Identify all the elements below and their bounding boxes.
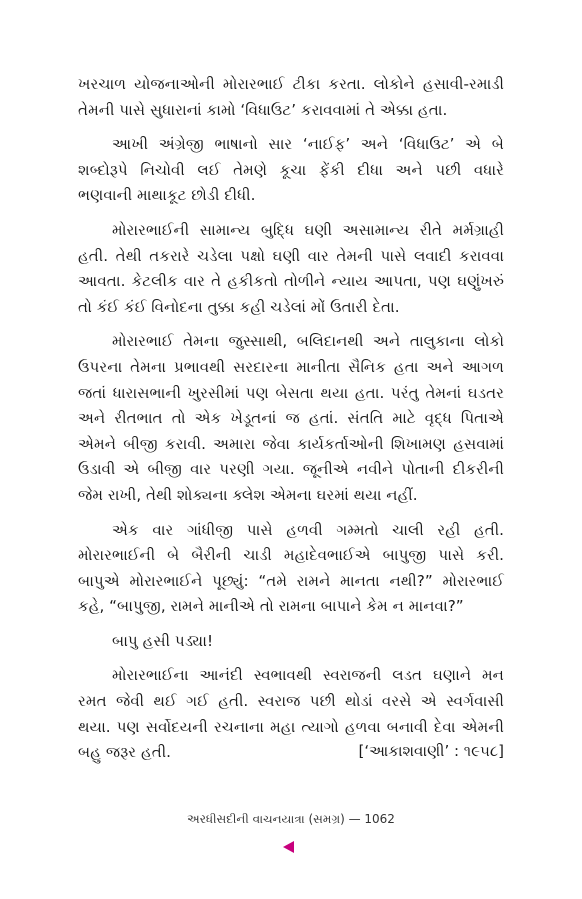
text-line: બાપુ હસી પડ્યા! xyxy=(112,631,214,650)
text-line: એક વાર ગાંધીજી પાસે હળવી ગમ્મતો ચાલી રહી હતી. xyxy=(112,520,504,539)
paragraph xyxy=(78,218,504,320)
text-line: તો કંઈ કંઈ વિનોદના તુક્કા કહી ચડેલાં મોં ઉતારી દેતા. xyxy=(78,297,400,316)
text-line: બાપુએ મોરારભાઈને પૂછ્યું: “તમે રામને માનતા નથી?” મોરારભાઈ xyxy=(78,571,504,590)
text-line: રમત જેવી થઈ ગઈ હતી. સ્વરાજ પછી થોડાં વરસે એ સ્વર્ગવાસી xyxy=(78,692,504,711)
text-line: ભણવાની માથાકૂટ છોડી દીધી. xyxy=(78,186,256,205)
text-line: કહે, “બાપુજી, રામને માનીએ તો રામના બાપાને કેમ ન માનવા?” xyxy=(78,597,464,616)
previous-page-arrow-icon[interactable] xyxy=(283,841,294,853)
source-attribution: [‘આકાશવાણી’ : ૧૯૫૮] xyxy=(358,742,504,760)
page-footer: અરધીસદીની વાચનયાત્રા (સમગ્ર) — 1062 xyxy=(187,812,395,826)
text-line: મોરારભાઈની સામાન્ય બુદ્ધિ ઘણી અસામાન્ય રીતે મર્મગ્રાહી xyxy=(112,220,504,239)
text-line: હતી. તેથી તકરારે ચડેલા પક્ષો ઘણી વાર તેમની પાસે લવાદી કરાવવા xyxy=(78,246,504,265)
paragraph xyxy=(78,72,504,123)
text-line: ઉડાવી એ બીજી વાર પરણી ગયા. જૂનીએ નવીને પોતાની દીકરીની xyxy=(78,460,504,479)
text-line: આખી અંગ્રેજી ભાષાનો સાર ‘નાઈફ’ અને ‘વિધાઉટ’ એ બે xyxy=(112,135,504,154)
text-line: ખરચાળ યોજનાઓની મોરારભાઈ ટીકા કરતા. લોકોને હસાવી-રમાડી xyxy=(78,75,504,93)
paragraph xyxy=(78,329,504,508)
text-line: જેમ રાખી, તેથી શોક્યના ક્લેશ એમના ઘરમાં થયા નહીં. xyxy=(78,485,418,504)
text-line: જતાં ધારાસભાની ખુરસીમાં પણ બેસતા થયા હતા. પરંતુ તેમનાં ઘડતર xyxy=(78,383,504,402)
text-line: બહુ જરૂર હતી. xyxy=(78,743,171,762)
text-line: શબ્દોરૂપે નિચોવી લઈ તેમણે કૂચા ફેંકી દીધા અને પછી વધારે xyxy=(78,160,504,179)
paragraph xyxy=(78,518,504,620)
text-line: મોરારભાઈની બે બૈરીની ચાડી મહાદેવભાઈએ બાપુજી પાસે કરી. xyxy=(78,546,504,565)
text-line: મોરારભાઈ તેમના જુસ્સાથી, બલિદાનથી અને તાલુકાના લોકો xyxy=(112,332,504,351)
text-line: અને રીતભાત તો એક ખેડૂતનાં જ હતાં. સંતતિ માટે વૃદ્ધ પિતાએ xyxy=(78,409,504,428)
paragraph xyxy=(78,132,504,209)
article-body xyxy=(78,72,504,775)
text-line: મોરારભાઈના આનંદી સ્વભાવથી સ્વરાજની લડત ઘણાને મન xyxy=(112,666,504,685)
text-line: એમને બીજી કરાવી. અમારા જેવા કાર્યકર્તાઓની શિખામણ હસવામાં xyxy=(78,434,504,453)
text-line: થયા. પણ સર્વોદયની રચનાના મહા ત્યાગો હળવા બનાવી દેવા એમની xyxy=(78,717,504,736)
text-line: આવતા. કેટલીક વાર તે હકીકતો તોળીને ન્યાય આપતા, પણ ઘણુંખરું xyxy=(78,272,504,291)
text-line: તેમની પાસે સુધારાનાં કામો ‘વિધાઉટ’ કરાવવામાં તે એક્કા હતા. xyxy=(78,100,448,119)
text-line: ઉપરના તેમના પ્રભાવથી સરદારના માનીતા સૈનિક હતા અને આગળ xyxy=(78,357,504,376)
paragraph xyxy=(78,629,504,655)
